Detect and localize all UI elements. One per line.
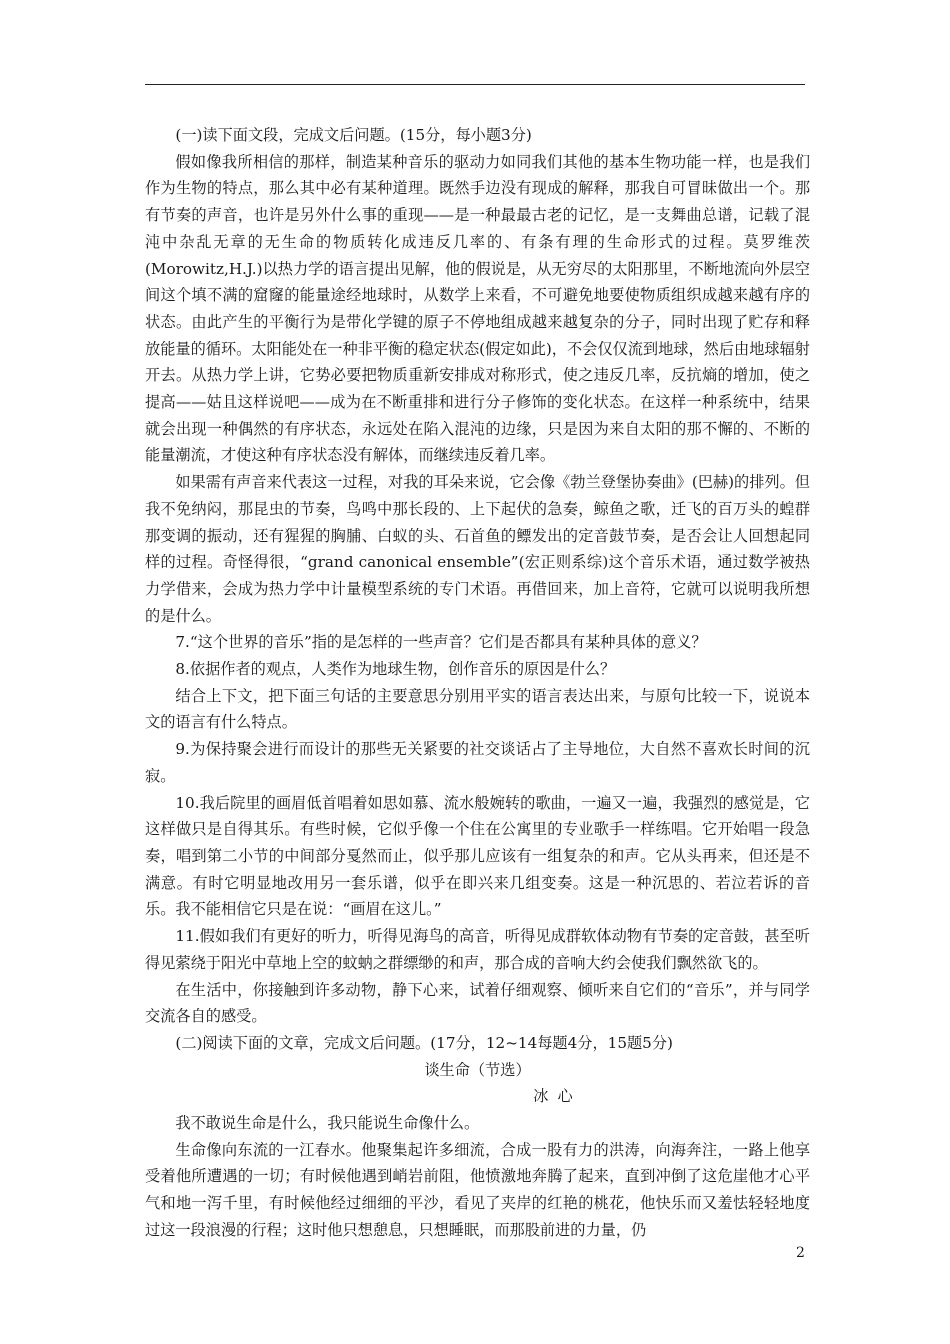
question-10: 10.我后院里的画眉低首唱着如思如慕、流水般婉转的歌曲，一遍又一遍，我强烈的感觉是，它这样做只是自得其乐。有些时候，它似乎像一个住在公寓里的专业歌手一样练唱。它开始唱一段急奏，唱到第二小节的中间部分戛然而止，似乎那儿应该有一组复杂的和声。它从头再来，但还是不满意。有时它明显地改用另一套乐谱，似乎在即兴来几组变奏。这是一种沉思的、若泣若诉的音乐。我不能相信它只是在说：“画眉在这儿。”	[145, 793, 810, 919]
section-one-heading: (一)读下面文段，完成文后问题。(15分，每小题3分)	[175, 126, 532, 144]
passage-paragraph: 如果需有声音来代表这一过程，对我的耳朵来说，它会像《勃兰登堡协奏曲》(巴赫)的排列。但我不免纳闷，那昆虫的节奏，鸟鸣中那长段的、上下起伏的急奏，鲸鱼之歌，迁飞的百万头的蝗群那变调的振动，还有猩猩的胸脯、白蚁的头、石首鱼的鳔发出的定音鼓节奏，是否会让人回想起同样的过程。奇怪得很，“grand canonical ensemble”(宏正则系综)这个音乐术语，通过数学被热力学借来，会成为热力学中计量模型系统的专门术语。再借回来，加上音符，它就可以说明我所想的是什么。	[145, 473, 810, 625]
article-title: 谈生命（节选）	[424, 1060, 531, 1079]
article-paragraph: 生命像向东流的一江春水。他聚集起许多细流，合成一股有力的洪涛，向海奔注，一路上他享受着他所遭遇的一切；有时候他遇到峭岩前阻，他愤激地奔腾了起来，直到冲倒了这危崖他才心平气和地一泻千里，有时候他经过细细的平沙，看见了夹岸的红艳的桃花，他快乐而又羞怯轻轻地度过这一段浪漫的行程；这时他只想憩息，只想睡眠，而那股前进的力量，仍	[145, 1140, 810, 1239]
article-author: 冰心	[533, 1087, 582, 1106]
activity-prompt: 在生活中，你接触到许多动物，静下心来，试着仔细观察、倾听来自它们的“音乐”，并与同学交流各自的感受。	[145, 980, 810, 1026]
page-number: 2	[796, 1245, 805, 1261]
question-9: 9.为保持聚会进行而设计的那些无关紧要的社交谈话占了主导地位，大自然不喜欢长时间的沉寂。	[145, 740, 810, 785]
question-7: 7.“这个世界的音乐”指的是怎样的一些声音？它们是否都具有某种具体的意义？	[175, 633, 707, 652]
article-paragraph: 我不敢说生命是什么，我只能说生命像什么。	[175, 1114, 480, 1133]
page-content	[145, 122, 810, 1244]
question-8: 8.依据作者的观点，人类作为地球生物，创作音乐的原因是什么？	[175, 660, 616, 679]
header-rule	[145, 84, 805, 85]
passage-paragraph: 假如像我所相信的那样，制造某种音乐的驱动力如同我们其他的基本生物功能一样，也是我们作为生物的特点，那么其中必有某种道理。既然手边没有现成的解释，那我自可冒昧做出一个。那有节奏的声音，也许是另外什么事的重现——是一种最最古老的记忆，是一支舞曲总谱，记载了混沌中杂乱无章的无生命的物质转化成违反几率的、有条有理的生命形式的过程。莫罗维茨(Morowitz,H.J.)以热力学的语言提出见解，他的假说是，从无穷尽的太阳那里，不断地流向外层空间这个填不满的窟窿的能量途经地球时，从数学上来看，不可避免地要使物质组织成越来越有序的状态。由此产生的平衡行为是带化学键的原子不停地组成越来越复杂的分子，同时出现了贮存和释放能量的循环。太阳能处在一种非平衡的稳定状态(假定如此)，不会仅仅流到地球，然后由地球辐射开去。从热力学上讲，它势必要把物质重新安排成对称形式，使之违反几率，反抗熵的增加，使之提高——姑且这样说吧——成为在不断重排和进行分子修饰的变化状态。在这样一种系统中，结果就会出现一种偶然的有序状态，永远处在陷入混沌的边缘，只是因为来自太阳的那不懈的、不断的能量潮流，才使这种有序状态没有解体，而继续违反着几率。	[145, 152, 810, 465]
section-two-heading: (二)阅读下面的文章，完成文后问题。(17分，12~14每题4分，15题5分)	[175, 1033, 673, 1052]
question-11: 11.假如我们有更好的听力，听得见海鸟的高音，听得见成群软体动物有节奏的定音鼓，甚至听得见萦绕于阳光中草地上空的蚊蚋之群缥缈的和声，那合成的音响大约会使我们飘然欲飞的。	[145, 927, 810, 972]
question-instruction: 结合上下文，把下面三句话的主要意思分别用平实的语言表达出来，与原句比较一下，说说本文的语言有什么特点。	[145, 686, 810, 732]
